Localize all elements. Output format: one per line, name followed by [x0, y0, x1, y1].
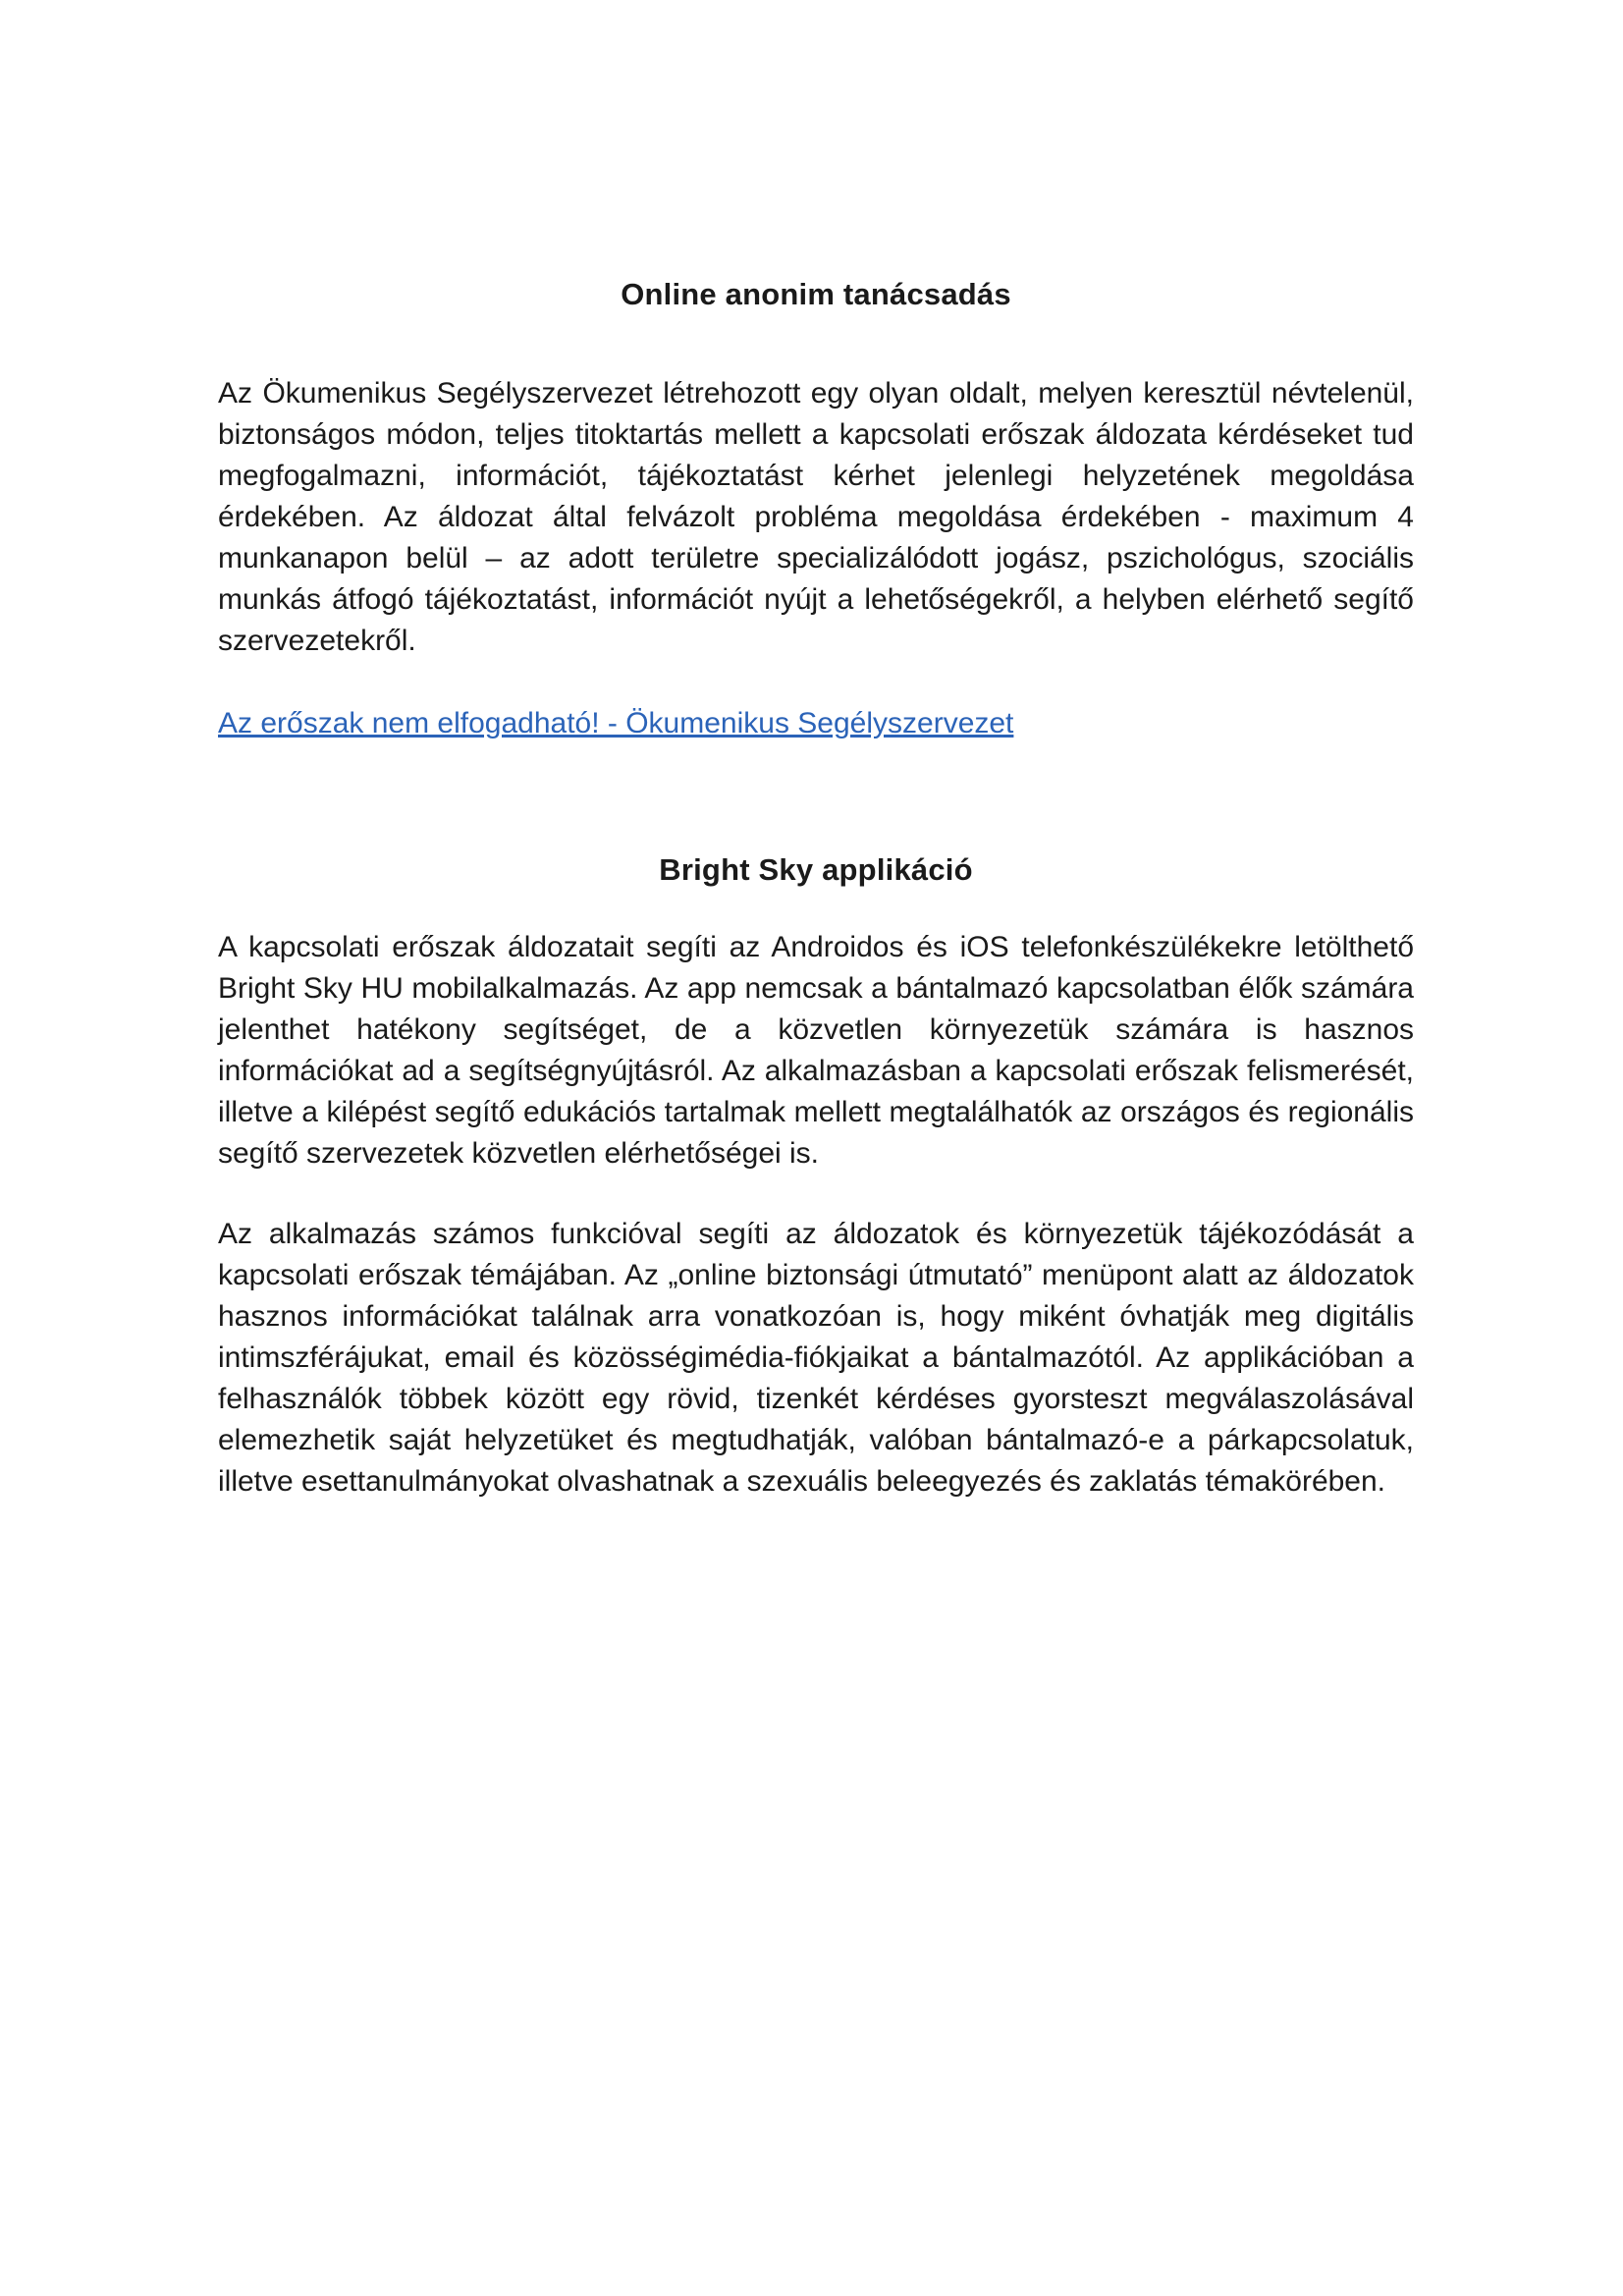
link-container: [218, 703, 1414, 744]
section-paragraph: Az alkalmazás számos funkcióval segíti az áldozatok és környezetük tájékozódását a kapcsolati erőszak témájában. Az „online biztonsági útmutató” menüpont alatt az áldozatok hasznos információkat találnak arra vonatkozóan is, hogy miként óvhatják meg digitális intimszférájukat, email és közösségimédia-fiókjaikat a bántalmazótól. Az applikációban a felhasználók többek között egy rövid, tizenkét kérdéses gyorsteszt megválaszolásával elemezhetik saját helyzetüket és megtudhatják, valóban bántalmazó-e a párkapcsolatuk, illetve esettanulmányokat olvashatnak a szexuális beleegyezés és zaklatás témakörében.: [218, 1218, 1414, 1498]
section-heading: Bright Sky applikáció: [659, 852, 973, 887]
ecumenical-aid-link[interactable]: Az erőszak nem elfogadható! - Ökumenikus Segélyszervezet: [218, 707, 1014, 739]
bright-sky-section: [218, 852, 1414, 1503]
online-counseling-section: [218, 277, 1414, 744]
section-paragraph: Az Ökumenikus Segélyszervezet létrehozott egy olyan oldalt, melyen keresztül névtelenül, biztonságos módon, teljes titoktartás mellett a kapcsolati erőszak áldozata kérdéseket tud megfogalmazni, információt, tájékoztatást kérhet jelenlegi helyzetének megoldása érdekében. Az áldozat által felvázolt probléma megoldása érdekében - maximum 4 munkanapon belül – az adott területre specializálódott jogász, pszichológus, szociális munkás átfogó tájékoztatást, információt nyújt a lehetőségekről, a helyben elérhető segítő szervezetekről.: [218, 377, 1414, 657]
section-heading: Online anonim tanácsadás: [621, 277, 1011, 311]
section-paragraph: A kapcsolati erőszak áldozatait segíti az Androidos és iOS telefonkészülékekre letölthető Bright Sky HU mobilalkalmazás. Az app nemcsak a bántalmazó kapcsolatban élők számára jelenthet hatékony segítséget, de a közvetlen környezetük számára is hasznos információkat ad a segítségnyújtásról. Az alkalmazásban a kapcsolati erőszak felismerését, illetve a kilépést segítő edukációs tartalmak mellett megtalálhatók az országos és regionális segítő szervezetek közvetlen elérhetőségei is.: [218, 931, 1414, 1170]
